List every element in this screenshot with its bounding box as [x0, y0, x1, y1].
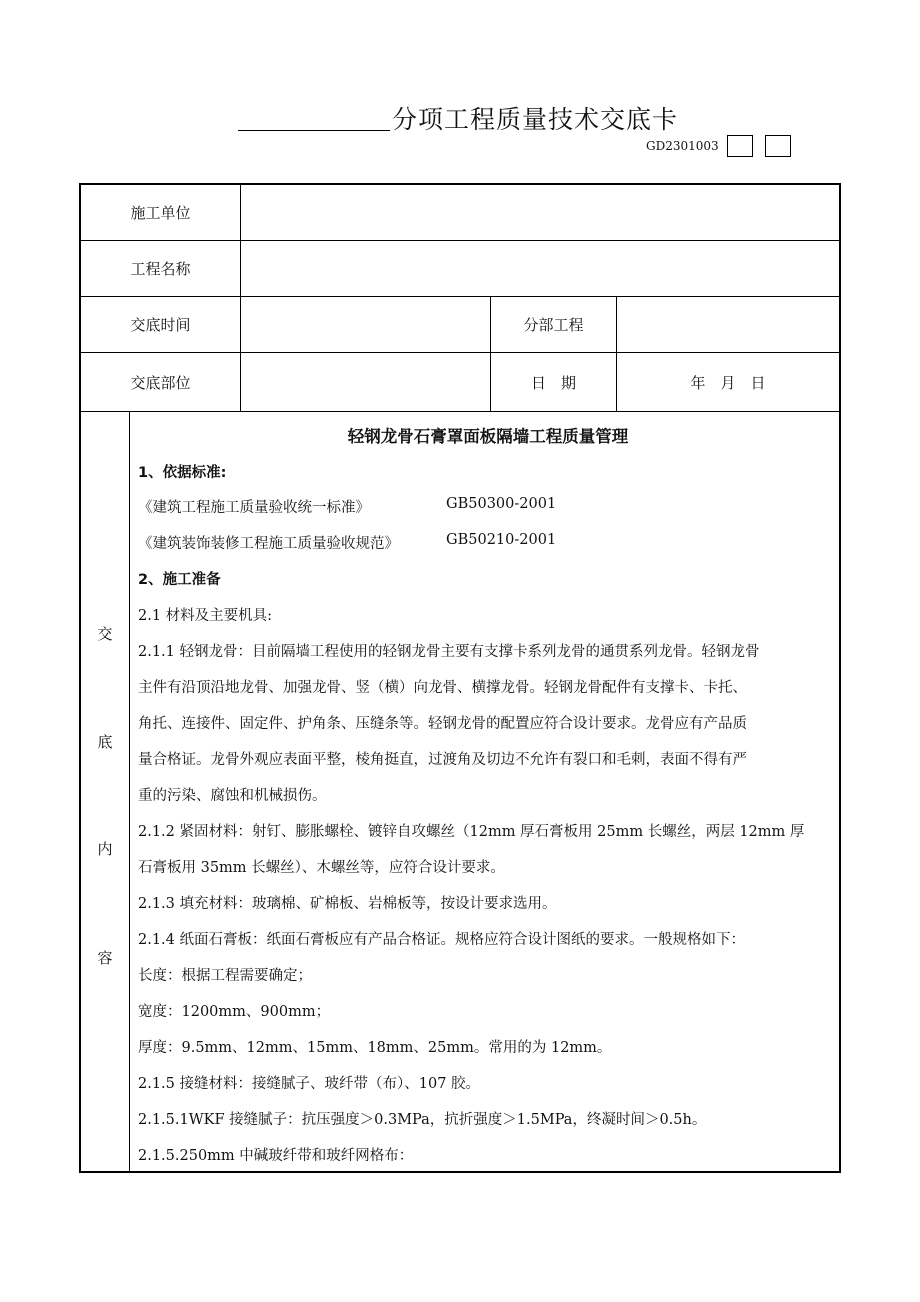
- standard-item-1: [138, 496, 638, 517]
- standard-code: GB50300-2001: [446, 496, 557, 512]
- form-code: GD2301003: [646, 139, 719, 153]
- title-blank-underline[interactable]: [238, 130, 390, 131]
- content-line: 厚度：9.5mm、12mm、15mm、18mm、25mm。常用的为 12mm。: [138, 1040, 612, 1056]
- content-line: 2.1.5.1WKF 接缝腻子：抗压强度＞0.3MPa，抗折强度＞1.5MPa，终凝时间＞0.5h。: [138, 1112, 707, 1128]
- content-line: 重的污染、腐蚀和机械损伤。: [138, 788, 327, 804]
- label-project-name: 工程名称: [130, 260, 191, 278]
- label-construction-unit: 施工单位: [130, 204, 191, 222]
- standard-name: 《建筑工程施工质量验收统一标准》: [138, 500, 370, 516]
- input-sub-project[interactable]: [617, 297, 839, 352]
- content-line: 2.1.5 接缝材料：接缝腻子、玻纤带（布）、107 胶。: [138, 1076, 481, 1092]
- input-project-name[interactable]: [241, 241, 839, 296]
- content-line: 角托、连接件、固定件、护角条、压缝条等。轻钢龙骨的配置应符合设计要求。龙骨应有产品质: [138, 716, 747, 732]
- standard-item-2: [138, 532, 638, 553]
- section-1-heading: 1、依据标准:: [138, 465, 227, 481]
- section-2-heading: 2、施工准备: [138, 572, 221, 588]
- label-briefing-time: 交底时间: [130, 316, 191, 334]
- content-line: 长度：根据工程需要确定；: [138, 968, 312, 984]
- side-label-char-1: 交: [97, 625, 113, 643]
- content-line: 2.1.5.250mm 中碱玻纤带和玻纤网格布：: [138, 1148, 414, 1164]
- side-label-char-3: 内: [97, 840, 113, 858]
- code-checkbox-1[interactable]: [727, 135, 753, 157]
- input-briefing-time[interactable]: [241, 297, 490, 352]
- label-date: 日 期: [530, 373, 576, 392]
- label-sub-project: 分部工程: [523, 316, 584, 334]
- content-line: 2.1.1 轻钢龙骨：目前隔墙工程使用的轻钢龙骨主要有支撑卡系列龙骨的通贯系列龙骨。轻钢龙骨: [138, 644, 760, 660]
- row-divider-4: [81, 411, 839, 412]
- input-construction-unit[interactable]: [241, 185, 839, 240]
- content-line: 2.1.2 紧固材料：射钉、膨胀螺栓、镀锌自攻螺丝（12mm 厚石膏板用 25mm 长螺丝，两层 12mm 厚: [138, 824, 805, 840]
- content-line: 主件有沿顶沿地龙骨、加强龙骨、竖（横）向龙骨、横撑龙骨。轻钢龙骨配件有支撑卡、卡托、: [138, 680, 747, 696]
- standard-name: 《建筑装饰装修工程施工质量验收规范》: [138, 536, 399, 552]
- side-label-char-4: 容: [97, 949, 113, 967]
- content-line: 2.1 材料及主要机具:: [138, 608, 273, 624]
- label-briefing-location: 交底部位: [130, 373, 191, 392]
- content-line: 量合格证。龙骨外观应表面平整，棱角挺直，过渡角及切边不允许有裂口和毛刺，表面不得有严: [138, 752, 747, 768]
- content-line: 2.1.3 填充材料：玻璃棉、矿棉板、岩棉板等，按设计要求选用。: [138, 896, 557, 912]
- page-title: 分项工程质量技术交底卡: [392, 105, 679, 134]
- content-line: 2.1.4 纸面石膏板：纸面石膏板应有产品合格证。规格应符合设计图纸的要求。一般规格如下：: [138, 932, 745, 948]
- form-table: [79, 183, 841, 1173]
- form-code-row: [646, 134, 791, 158]
- code-checkbox-2[interactable]: [765, 135, 791, 157]
- side-column-divider: [129, 411, 130, 1171]
- input-briefing-location[interactable]: [241, 353, 490, 411]
- content-line: 石膏板用 35mm 长螺丝）、木螺丝等，应符合设计要求。: [138, 860, 505, 876]
- date-value[interactable]: 年 月 日: [690, 373, 766, 392]
- content-line: 宽度：1200mm、900mm；: [138, 1004, 331, 1020]
- content-title: 轻钢龙骨石膏罩面板隔墙工程质量管理: [347, 427, 629, 446]
- side-label-char-2: 底: [97, 733, 113, 751]
- standard-code: GB50210-2001: [446, 532, 557, 548]
